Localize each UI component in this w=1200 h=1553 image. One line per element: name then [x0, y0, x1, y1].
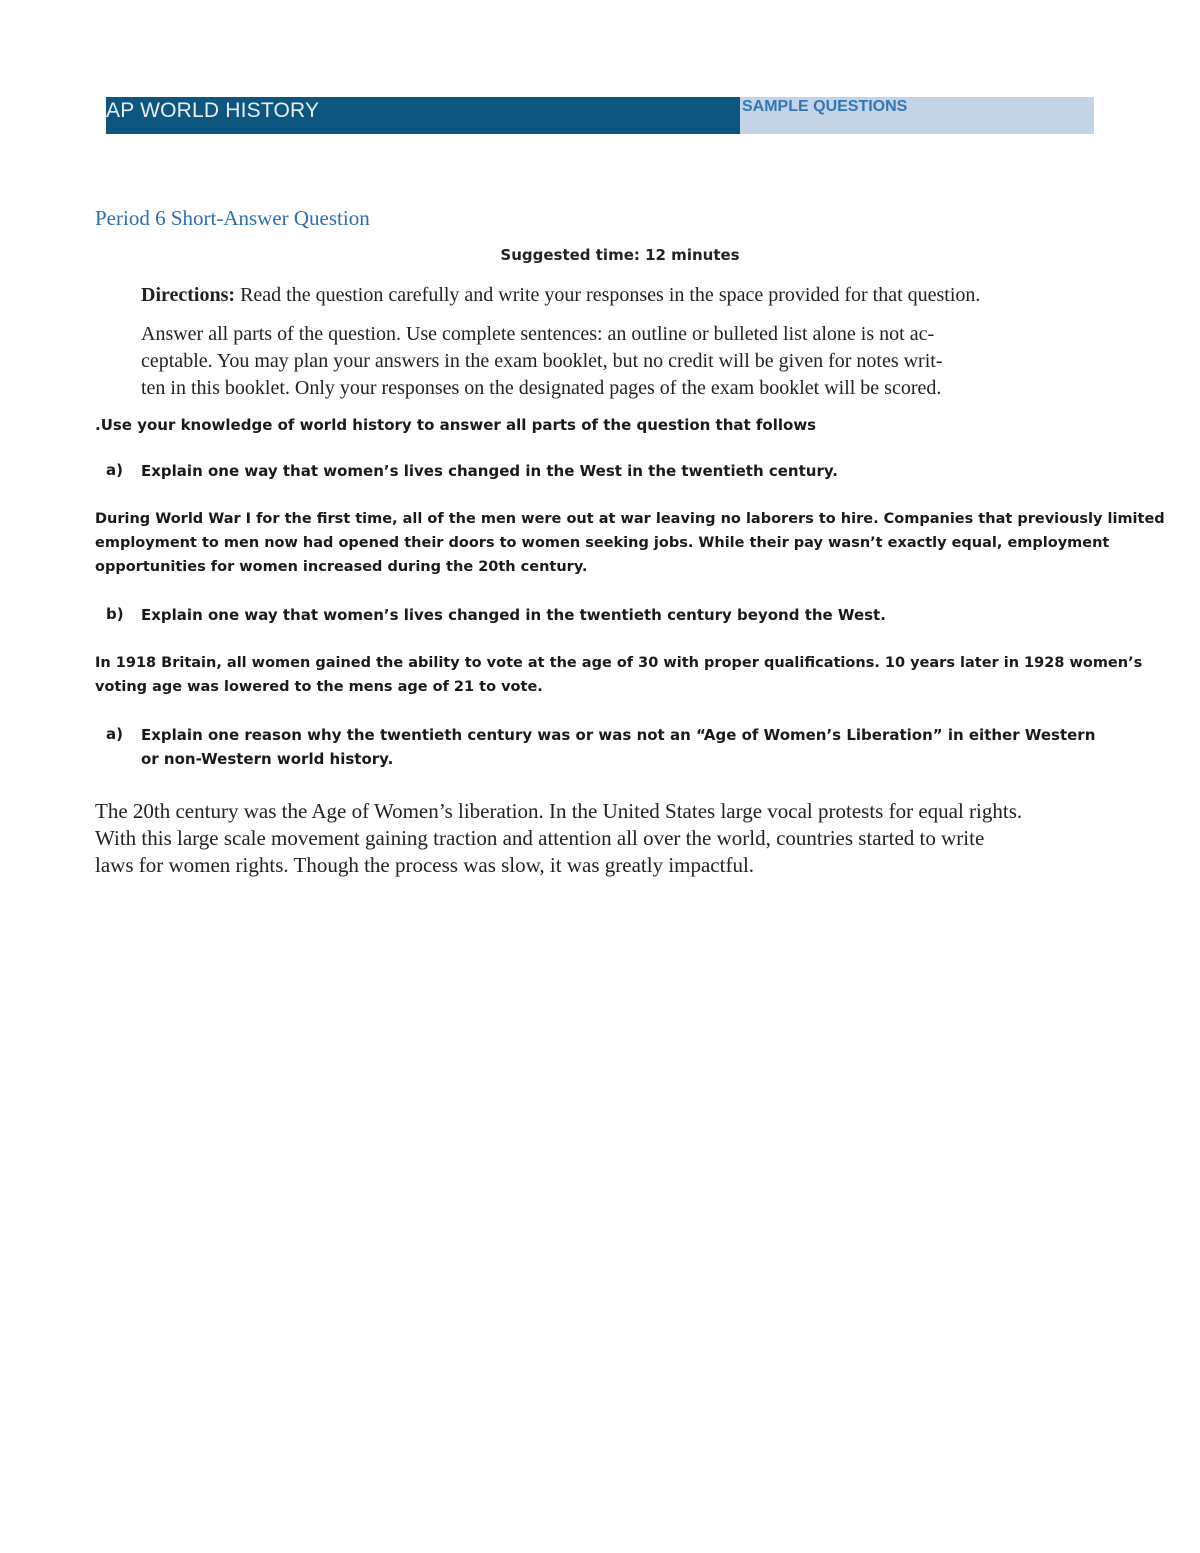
question-line: Explain one reason why the twentieth century was or was not an “Age of Women’s Liberation” in either Western: [141, 726, 1096, 744]
banner-title: AP WORLD HISTORY: [106, 99, 320, 122]
response-line: opportunities for women increased during the 20th century.: [95, 559, 588, 575]
banner-left-panel: [106, 97, 740, 134]
question-text: [141, 459, 838, 483]
question-text: [141, 603, 886, 627]
instruction-line: .Use your knowledge of world history to answer all parts of the question that follows: [95, 416, 817, 434]
question-line: Explain one way that women’s lives changed in the West in the twentieth century.: [141, 462, 838, 480]
response-line: voting age was lowered to the mens age of 21 to vote.: [95, 679, 543, 695]
answer-all-line: ten in this booklet. Only your responses on the designated pages of the exam booklet will be scored.: [141, 377, 942, 399]
response-line: In 1918 Britain, all women gained the ability to vote at the age of 30 with proper qualifications. 10 years later in 1928 women’s: [95, 655, 1143, 671]
directions-text: Read the question carefully and write your responses in the space provided for that question.: [235, 284, 981, 306]
question-text: [141, 723, 1095, 771]
final-response-paragraph: [95, 798, 1022, 879]
question-line: Explain one way that women’s lives changed in the twentieth century beyond the West.: [141, 606, 886, 624]
banner-right-panel: [740, 97, 1094, 134]
question-label: b): [106, 605, 124, 623]
response-line: During World War I for the first time, all of the men were out at war leaving no laborers to hire. Companies that previously limited: [95, 511, 1165, 527]
final-response-line: The 20th century was the Age of Women’s liberation. In the United States large vocal protests for equal rights.: [95, 799, 1023, 823]
directions-label: Directions:: [141, 284, 236, 306]
final-response-line: laws for women rights. Though the process was slow, it was greatly impactful.: [95, 853, 755, 877]
response-paragraph: [95, 507, 1165, 579]
final-response-line: With this large scale movement gaining traction and attention all over the world, countries started to write: [95, 826, 985, 850]
answer-all-line: Answer all parts of the question. Use complete sentences: an outline or bulleted list alone is not ac-: [141, 323, 935, 345]
banner-subtitle: SAMPLE QUESTIONS: [742, 98, 908, 115]
page-title: Period 6 Short-Answer Question: [95, 206, 370, 230]
answer-all-line: ceptable. You may plan your answers in the exam booklet, but no credit will be given for notes writ-: [141, 350, 943, 372]
answer-all-paragraph: [141, 321, 1091, 402]
question-label: a): [106, 461, 123, 479]
question-line: or non-Western world history.: [141, 750, 394, 768]
suggested-time: Suggested time: 12 minutes: [500, 246, 740, 264]
response-line: employment to men now had opened their doors to women seeking jobs. While their pay wasn’t exactly equal, employment: [95, 535, 1110, 551]
header-banner: [106, 97, 1094, 134]
response-paragraph: [95, 651, 1142, 699]
question-label: a): [106, 725, 123, 743]
directions-paragraph: [141, 282, 1151, 309]
